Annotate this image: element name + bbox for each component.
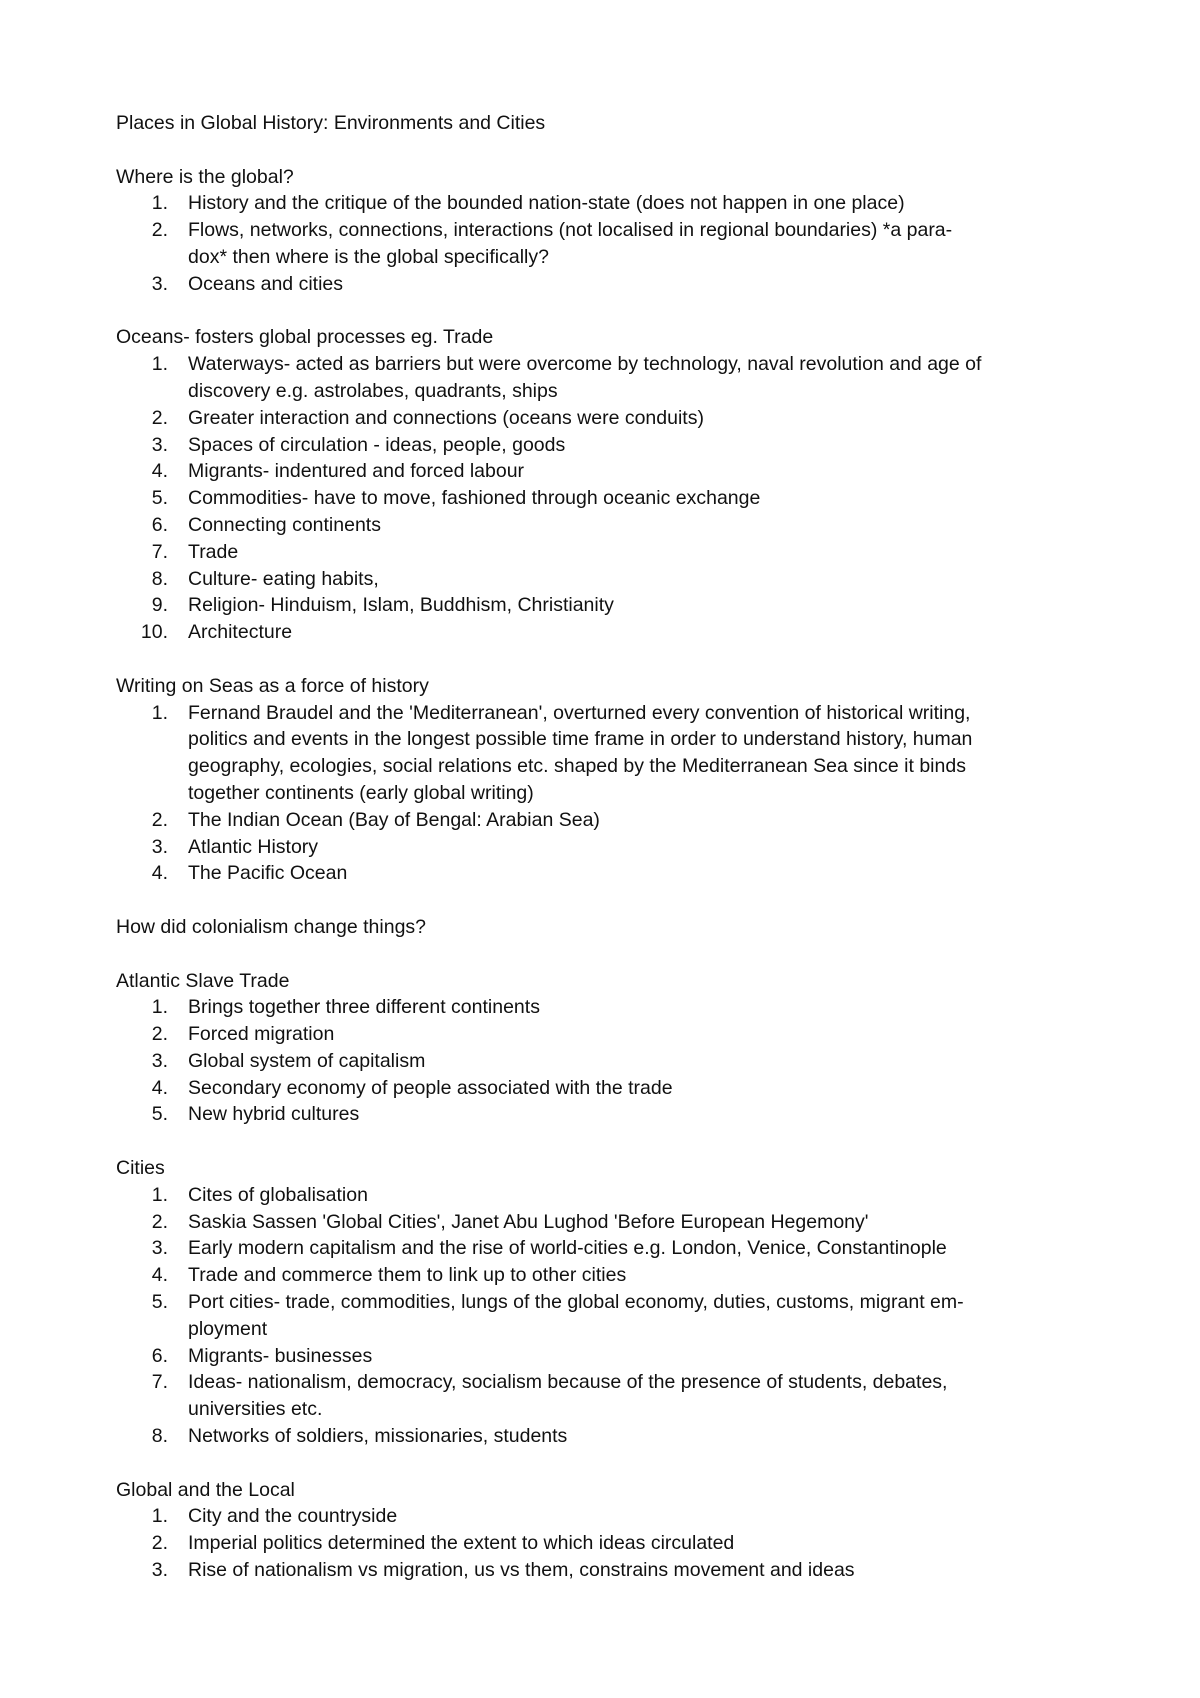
list-item xyxy=(116,432,1096,459)
list-item-line: The Indian Ocean (Bay of Bengal: Arabian Sea) xyxy=(188,808,600,831)
section xyxy=(116,164,1096,298)
list-item-number: 9. xyxy=(151,594,168,617)
list-item-line: Flows, networks, connections, interactions (not localised in regional boundaries) *a para- xyxy=(188,219,953,242)
list-item-number: 2. xyxy=(151,219,168,242)
list-item xyxy=(116,351,1096,405)
list-item-number: 1. xyxy=(151,353,168,376)
list-item-line: Early modern capitalism and the rise of world-cities e.g. London, Venice, Constantinople xyxy=(188,1237,947,1260)
list-item xyxy=(116,485,1096,512)
list-item-line: Global system of capitalism xyxy=(188,1049,426,1072)
list-item xyxy=(116,860,1096,887)
section-heading: Oceans- fosters global processes eg. Trade xyxy=(116,326,494,349)
list-item-line: dox* then where is the global specifically? xyxy=(188,245,549,268)
list-item-number: 2. xyxy=(151,1532,168,1555)
list-item xyxy=(116,807,1096,834)
list-item-line: Networks of soldiers, missionaries, students xyxy=(188,1425,568,1448)
list-item-line: discovery e.g. astrolabes, quadrants, ships xyxy=(188,379,558,402)
list-item-number: 2. xyxy=(151,808,168,831)
section xyxy=(116,968,1096,1129)
list-item-number: 4. xyxy=(151,1076,168,1099)
list-item xyxy=(116,619,1096,646)
section-heading: Global and the Local xyxy=(116,1478,295,1501)
list-item xyxy=(116,1021,1096,1048)
section xyxy=(116,1477,1096,1584)
list-item-number: 5. xyxy=(151,1291,168,1314)
list-item xyxy=(116,539,1096,566)
list-item-number: 8. xyxy=(151,567,168,590)
list-item-number: 2. xyxy=(151,1210,168,1233)
list-item-line: Fernand Braudel and the 'Mediterranean', overturned every convention of historical writing, xyxy=(188,701,971,724)
list-item-text xyxy=(188,405,1096,432)
list-item-line: History and the critique of the bounded nation-state (does not happen in one place) xyxy=(188,192,905,215)
list-item-number: 10. xyxy=(140,621,168,644)
list-item-line: together continents (early global writing) xyxy=(188,781,534,804)
list-item-number: 3. xyxy=(151,835,168,858)
list-item xyxy=(116,1557,1096,1584)
list-item-text xyxy=(188,458,1096,485)
list-item-line: Spaces of circulation - ideas, people, goods xyxy=(188,433,566,456)
list-item-number: 1. xyxy=(151,1505,168,1528)
list-item-text xyxy=(188,1182,1096,1209)
list-item xyxy=(116,458,1096,485)
list-item-number: 7. xyxy=(151,540,168,563)
list-item-number: 1. xyxy=(151,192,168,215)
list-item-line: City and the countryside xyxy=(188,1505,398,1528)
list-item-number: 3. xyxy=(151,272,168,295)
section-heading: Writing on Seas as a force of history xyxy=(116,674,429,697)
section xyxy=(116,324,1096,646)
list-item-text xyxy=(188,807,1096,834)
list-item xyxy=(116,1289,1096,1343)
list-item-text xyxy=(188,592,1096,619)
numbered-list xyxy=(116,351,1096,646)
list-item-number: 8. xyxy=(151,1425,168,1448)
numbered-list xyxy=(116,1503,1096,1583)
list-item xyxy=(116,1101,1096,1128)
list-item-number: 5. xyxy=(151,487,168,510)
list-item-text xyxy=(188,860,1096,887)
list-item-text xyxy=(188,190,1096,217)
section xyxy=(116,1155,1096,1450)
list-item-text xyxy=(188,1557,1096,1584)
list-item-number: 4. xyxy=(151,460,168,483)
list-item xyxy=(116,834,1096,861)
list-item-text xyxy=(188,1021,1096,1048)
list-item-line: Rise of nationalism vs migration, us vs them, constrains movement and ideas xyxy=(188,1559,855,1582)
list-item-text xyxy=(188,834,1096,861)
section-heading: How did colonialism change things? xyxy=(116,915,427,938)
list-item-line: geography, ecologies, social relations etc. shaped by the Mediterranean Sea since it binds xyxy=(188,755,966,778)
list-item-line: Imperial politics determined the extent to which ideas circulated xyxy=(188,1532,735,1555)
list-item xyxy=(116,1075,1096,1102)
list-item-text xyxy=(188,485,1096,512)
list-item xyxy=(116,994,1096,1021)
list-item xyxy=(116,700,1096,807)
list-item-text xyxy=(188,351,1096,405)
list-item-line: Waterways- acted as barriers but were overcome by technology, naval revolution and age of xyxy=(188,353,982,376)
list-item-line: Connecting continents xyxy=(188,513,381,536)
list-item-number: 6. xyxy=(151,513,168,536)
list-item-text xyxy=(188,539,1096,566)
list-item-number: 1. xyxy=(151,996,168,1019)
list-item-text xyxy=(188,217,1096,271)
list-item xyxy=(116,1530,1096,1557)
numbered-list xyxy=(116,1182,1096,1450)
list-item-text xyxy=(188,566,1096,593)
list-item-line: Oceans and cities xyxy=(188,272,344,295)
list-item xyxy=(116,217,1096,271)
list-item-text xyxy=(188,1235,1096,1262)
list-item-text xyxy=(188,1503,1096,1530)
list-item-text xyxy=(188,432,1096,459)
list-item xyxy=(116,1503,1096,1530)
list-item-number: 2. xyxy=(151,406,168,429)
list-item-number: 5. xyxy=(151,1103,168,1126)
list-item-text xyxy=(188,700,1096,807)
list-item-text xyxy=(188,619,1096,646)
list-item-number: 4. xyxy=(151,1264,168,1287)
document-title: Places in Global History: Environments and Cities xyxy=(116,112,546,134)
numbered-list xyxy=(116,700,1096,888)
list-item xyxy=(116,1182,1096,1209)
list-item-number: 1. xyxy=(151,1183,168,1206)
list-item-text xyxy=(188,1048,1096,1075)
list-item-line: Ideas- nationalism, democracy, socialism because of the presence of students, debates, xyxy=(188,1371,948,1394)
list-item-line: New hybrid cultures xyxy=(188,1103,360,1126)
list-item-line: Brings together three different continents xyxy=(188,996,540,1019)
numbered-list xyxy=(116,994,1096,1128)
list-item-text xyxy=(188,994,1096,1021)
list-item xyxy=(116,190,1096,217)
section-heading: Atlantic Slave Trade xyxy=(116,969,290,992)
list-item-line: universities etc. xyxy=(188,1398,323,1421)
section xyxy=(116,914,1096,941)
list-item xyxy=(116,1209,1096,1236)
list-item-line: Migrants- businesses xyxy=(188,1344,373,1367)
list-item-line: Architecture xyxy=(188,621,293,644)
list-item-line: Secondary economy of people associated with the trade xyxy=(188,1076,673,1099)
list-item-line: politics and events in the longest possible time frame in order to understand history, human xyxy=(188,728,973,751)
list-item-text xyxy=(188,1343,1096,1370)
list-item-line: The Pacific Ocean xyxy=(188,862,348,885)
list-item-number: 4. xyxy=(151,862,168,885)
list-item-number: 3. xyxy=(151,1237,168,1260)
list-item-text xyxy=(188,1101,1096,1128)
list-item-number: 2. xyxy=(151,1023,168,1046)
list-item-text xyxy=(188,1289,1096,1343)
list-item xyxy=(116,271,1096,298)
document-body xyxy=(116,164,1096,1584)
list-item-number: 6. xyxy=(151,1344,168,1367)
list-item-text xyxy=(188,1530,1096,1557)
list-item-line: Atlantic History xyxy=(188,835,319,858)
list-item-text xyxy=(188,1369,1096,1423)
list-item-line: Greater interaction and connections (oceans were conduits) xyxy=(188,406,704,429)
list-item xyxy=(116,1343,1096,1370)
list-item-text xyxy=(188,1262,1096,1289)
list-item xyxy=(116,1369,1096,1423)
list-item xyxy=(116,1262,1096,1289)
list-item-line: Trade xyxy=(188,540,239,563)
list-item-line: Cites of globalisation xyxy=(188,1183,368,1206)
list-item-text xyxy=(188,512,1096,539)
list-item xyxy=(116,1235,1096,1262)
list-item-text xyxy=(188,1075,1096,1102)
list-item-line: ployment xyxy=(188,1317,268,1340)
document-page xyxy=(116,110,1096,1611)
list-item-number: 3. xyxy=(151,1559,168,1582)
section xyxy=(116,673,1096,887)
list-item-line: Migrants- indentured and forced labour xyxy=(188,460,525,483)
list-item-text xyxy=(188,1423,1096,1450)
section-heading: Cities xyxy=(116,1157,165,1180)
list-item xyxy=(116,1048,1096,1075)
list-item-number: 1. xyxy=(151,701,168,724)
list-item xyxy=(116,405,1096,432)
list-item-line: Trade and commerce them to link up to other cities xyxy=(188,1264,627,1287)
list-item-line: Forced migration xyxy=(188,1023,335,1046)
list-item xyxy=(116,512,1096,539)
list-item-number: 3. xyxy=(151,433,168,456)
section-heading: Where is the global? xyxy=(116,165,294,188)
list-item xyxy=(116,566,1096,593)
list-item-line: Culture- eating habits, xyxy=(188,567,379,590)
numbered-list xyxy=(116,190,1096,297)
list-item-number: 3. xyxy=(151,1049,168,1072)
list-item xyxy=(116,592,1096,619)
list-item-line: Commodities- have to move, fashioned through oceanic exchange xyxy=(188,487,761,510)
list-item-line: Saskia Sassen 'Global Cities', Janet Abu Lughod 'Before European Hegemony' xyxy=(188,1210,869,1233)
list-item-text xyxy=(188,1209,1096,1236)
list-item-line: Port cities- trade, commodities, lungs of the global economy, duties, customs, migrant em- xyxy=(188,1291,964,1314)
list-item xyxy=(116,1423,1096,1450)
list-item-line: Religion- Hinduism, Islam, Buddhism, Christianity xyxy=(188,594,614,617)
list-item-number: 7. xyxy=(151,1371,168,1394)
list-item-text xyxy=(188,271,1096,298)
